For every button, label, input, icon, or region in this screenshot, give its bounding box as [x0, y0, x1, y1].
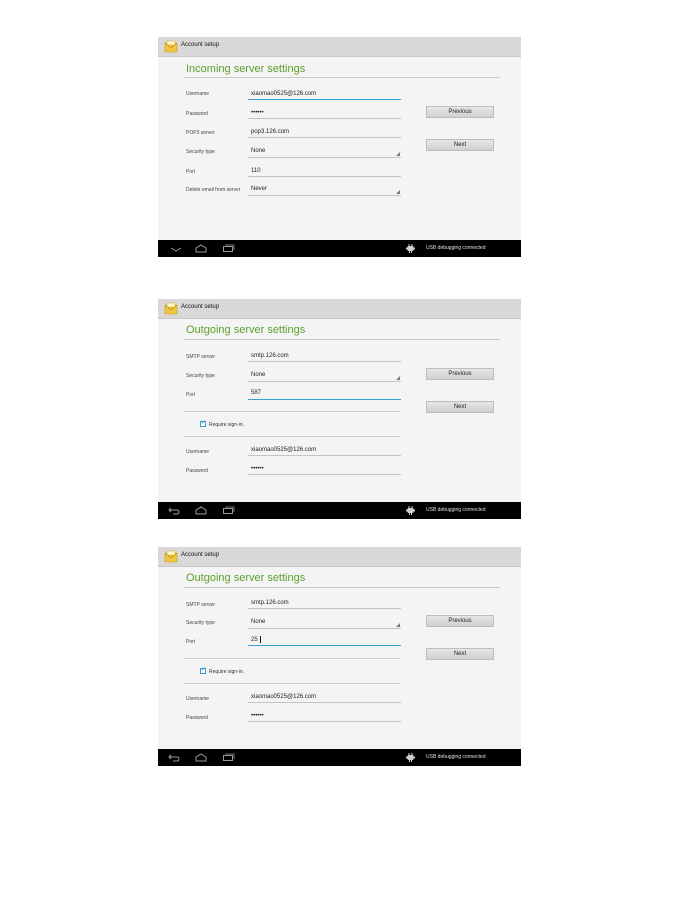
require-signin-checkbox[interactable]	[200, 421, 206, 427]
port-underline	[248, 176, 401, 177]
port-label: Port	[186, 169, 196, 175]
usb-debug-icon	[406, 506, 415, 515]
username-label: Username	[186, 696, 210, 702]
action-bar	[158, 547, 521, 567]
username-label: Username	[186, 91, 210, 97]
section-divider	[184, 411, 400, 412]
pop3-server-input[interactable]: pop3.126.com	[251, 129, 290, 135]
password-label: Password	[186, 468, 208, 474]
port-input[interactable]: 25	[251, 637, 258, 643]
security-type-underline	[248, 628, 401, 629]
smtp-server-underline	[248, 608, 401, 609]
next-button[interactable]: Next	[426, 139, 494, 151]
password-input[interactable]: ••••••	[251, 713, 264, 719]
section-divider	[184, 658, 400, 659]
delete-email-underline	[248, 195, 401, 196]
page-heading: Incoming server settings	[186, 63, 306, 75]
smtp-server-label: SMTP server	[186, 354, 216, 360]
password-label: Password	[186, 715, 208, 721]
password-input[interactable]: ••••••	[251, 110, 264, 116]
incoming-settings-screen	[158, 37, 521, 257]
pop3-server-label: POP3 server	[186, 130, 215, 136]
security-type-underline	[248, 157, 401, 158]
section-divider	[184, 436, 400, 437]
port-input[interactable]: 587	[251, 390, 262, 396]
smtp-server-input[interactable]: smtp.126.com	[251, 353, 289, 359]
security-type-label: Security type	[186, 620, 215, 626]
heading-divider	[184, 339, 500, 340]
password-input[interactable]: ••••••	[251, 466, 264, 472]
heading-divider	[184, 77, 500, 78]
delete-email-label: Delete email from server	[186, 187, 241, 193]
spinner-arrow-icon	[396, 190, 400, 194]
previous-button[interactable]: Previous	[426, 106, 494, 118]
action-bar	[158, 299, 521, 319]
status-notification-text: USB debugging connected	[426, 507, 486, 513]
status-notification-text: USB debugging connected	[426, 754, 486, 760]
previous-button[interactable]: Previous	[426, 615, 494, 627]
require-signin-label: Require sign-in.	[209, 422, 245, 428]
smtp-server-label: SMTP server	[186, 602, 216, 608]
usb-debug-icon	[406, 244, 415, 253]
port-input[interactable]: 110	[251, 168, 261, 174]
back-icon[interactable]	[168, 240, 184, 257]
system-nav-bar	[158, 502, 521, 519]
password-underline	[248, 474, 401, 475]
password-underline	[248, 118, 401, 119]
home-icon[interactable]	[193, 240, 209, 257]
username-input[interactable]: xiaomao0525@126.com	[251, 694, 317, 700]
next-button[interactable]: Next	[426, 401, 494, 413]
home-icon[interactable]	[193, 502, 209, 519]
delete-email-spinner[interactable]: Never	[251, 186, 268, 192]
previous-button[interactable]: Previous	[426, 368, 494, 380]
spinner-arrow-icon	[396, 152, 400, 156]
action-bar	[158, 37, 521, 57]
app-title: Account setup	[181, 42, 220, 48]
username-underline	[248, 99, 401, 100]
back-icon[interactable]	[166, 502, 182, 519]
username-label: Username	[186, 449, 210, 455]
spinner-arrow-icon	[396, 623, 400, 627]
port-underline	[248, 645, 401, 646]
username-input[interactable]: xiaomao0525@126.com	[251, 91, 317, 97]
security-type-underline	[248, 381, 401, 382]
port-label: Port	[186, 392, 196, 398]
text-cursor	[260, 636, 261, 643]
status-notification-text: USB debugging connected	[426, 245, 486, 251]
port-underline	[248, 399, 401, 400]
email-envelope-icon	[164, 302, 178, 316]
usb-debug-icon	[406, 753, 415, 762]
pop3-server-underline	[248, 137, 401, 138]
page-heading: Outgoing server settings	[186, 324, 306, 336]
username-input[interactable]: xiaomao0525@126.com	[251, 447, 317, 453]
outgoing-settings-screen	[158, 299, 521, 519]
security-type-spinner[interactable]: None	[251, 372, 266, 378]
heading-divider	[184, 587, 500, 588]
spinner-arrow-icon	[396, 376, 400, 380]
app-title: Account setup	[181, 304, 220, 310]
require-signin-label: Require sign-in.	[209, 669, 245, 675]
recent-apps-icon[interactable]	[220, 749, 236, 766]
security-type-spinner[interactable]: None	[251, 148, 266, 154]
password-underline	[248, 721, 401, 722]
system-nav-bar	[158, 749, 521, 766]
page-heading: Outgoing server settings	[186, 572, 306, 584]
section-divider	[184, 683, 400, 684]
require-signin-checkbox[interactable]	[200, 668, 206, 674]
email-envelope-icon	[164, 550, 178, 564]
home-icon[interactable]	[193, 749, 209, 766]
back-icon[interactable]	[166, 749, 182, 766]
username-underline	[248, 455, 401, 456]
security-type-spinner[interactable]: None	[251, 619, 266, 625]
recent-apps-icon[interactable]	[220, 240, 236, 257]
app-title: Account setup	[181, 552, 220, 558]
username-underline	[248, 702, 401, 703]
next-button[interactable]: Next	[426, 648, 494, 660]
system-nav-bar	[158, 240, 521, 257]
recent-apps-icon[interactable]	[220, 502, 236, 519]
outgoing-settings-screen	[158, 547, 521, 766]
security-type-label: Security type	[186, 373, 215, 379]
smtp-server-underline	[248, 361, 401, 362]
port-label: Port	[186, 639, 196, 645]
security-type-label: Security type	[186, 149, 215, 155]
email-envelope-icon	[164, 40, 178, 54]
password-label: Password	[186, 111, 208, 117]
smtp-server-input[interactable]: smtp.126.com	[251, 600, 289, 606]
